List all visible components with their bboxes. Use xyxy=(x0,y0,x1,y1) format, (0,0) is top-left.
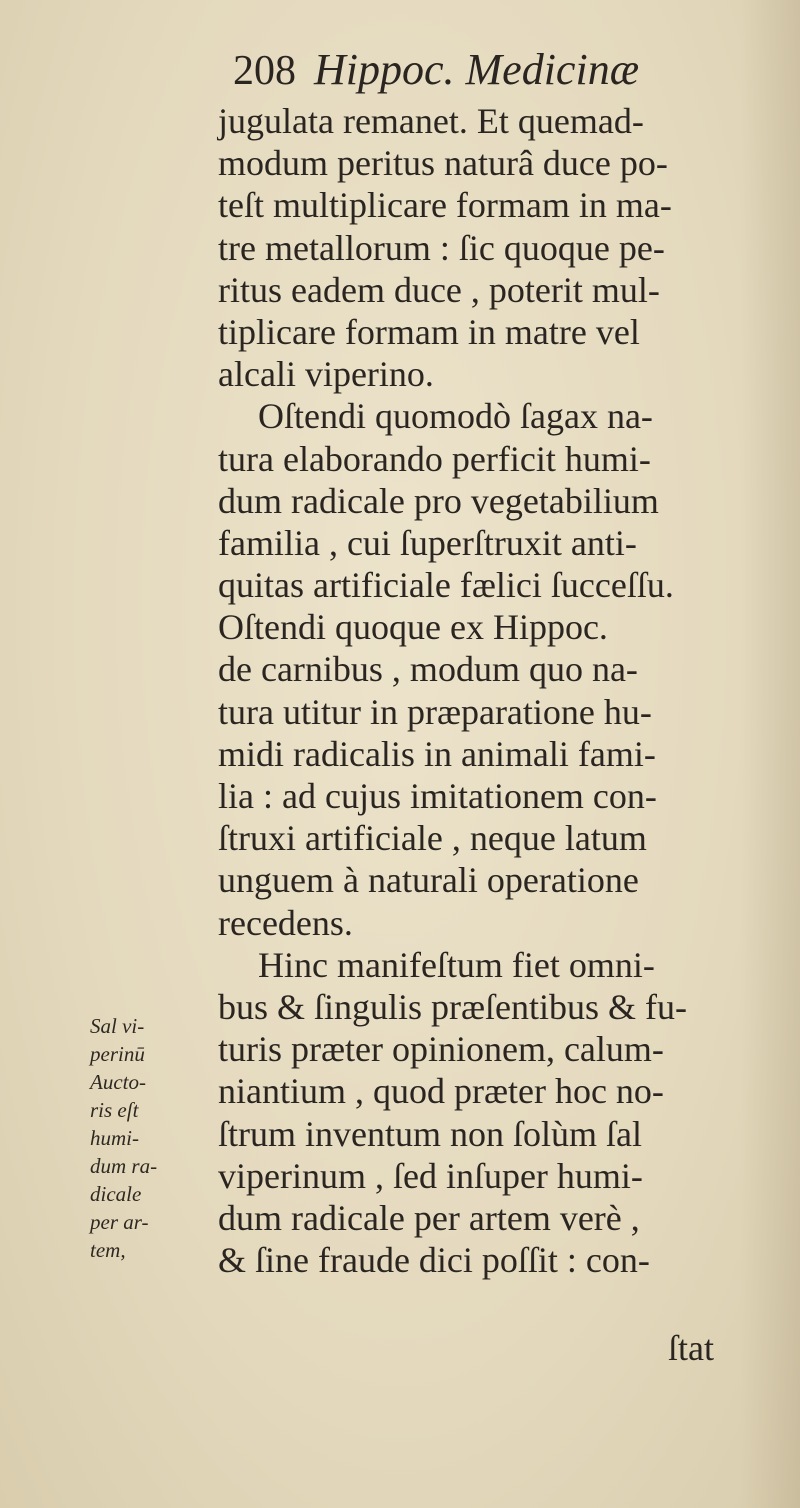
text-line: tiplicare formam in matre vel xyxy=(218,311,640,352)
margin-note-line: ris eſt xyxy=(90,1098,139,1122)
text-line: Oſtendi quoque ex Hippoc. xyxy=(218,607,608,648)
text-line: lia : ad cujus imitationem con- xyxy=(218,776,657,816)
text-line: familia , cui ſuperſtruxit anti- xyxy=(218,522,637,563)
text-line: Oſtendi quomodò ſagax na- xyxy=(258,396,653,437)
text-line: viperinum , ſed inſuper humi- xyxy=(218,1155,643,1196)
catchword: ſtat xyxy=(668,1328,714,1368)
text-line: & ſine fraude dici poſſit : con- xyxy=(218,1240,650,1281)
text-line: turis præter opinionem, calum- xyxy=(218,1029,664,1070)
margin-note-line: perinū xyxy=(90,1042,145,1066)
text-line: Hinc manifeſtum fiet omni- xyxy=(258,944,655,985)
main-text-block xyxy=(218,100,748,1281)
margin-note-line: Sal vi- xyxy=(90,1014,145,1038)
margin-note-line: per ar- xyxy=(90,1210,149,1234)
text-line: recedens. xyxy=(218,902,353,943)
text-line: modum peritus naturâ duce po- xyxy=(218,143,668,184)
text-line: ſtrum inventum non ſolùm ſal xyxy=(218,1113,642,1154)
text-line: alcali viperino. xyxy=(218,354,434,395)
text-line: unguem à naturali operatione xyxy=(218,860,639,901)
text-line: tura utitur in præparatione hu- xyxy=(218,691,652,732)
margin-note-line: humi- xyxy=(90,1126,139,1150)
margin-note xyxy=(90,1012,210,1264)
text-line: de carnibus , modum quo na- xyxy=(218,649,638,690)
page-header xyxy=(233,40,639,100)
running-title: Hippoc. Medicinæ xyxy=(314,45,640,94)
text-line: quitas artificiale fælici ſucceſſu. xyxy=(218,565,674,606)
margin-note-line: tem, xyxy=(90,1238,126,1262)
text-line: niantium , quod præter hoc no- xyxy=(218,1071,664,1112)
text-line: ritus eadem duce , poterit mul- xyxy=(218,269,660,310)
text-line: dum radicale per artem verè , xyxy=(218,1197,640,1238)
page-number: 208 xyxy=(233,48,296,94)
text-line: dum radicale pro vegetabilium xyxy=(218,480,659,521)
text-line: bus & ſingulis præſentibus & fu- xyxy=(218,986,688,1027)
page-edge-shadow xyxy=(740,0,800,1508)
text-line: ſtruxi artificiale , neque latum xyxy=(218,818,647,859)
margin-note-line: dicale xyxy=(90,1182,142,1206)
text-line: tura elaborando perficit humi- xyxy=(218,438,651,479)
text-line: midi radicalis in animali fami- xyxy=(218,733,656,774)
margin-note-line: dum ra- xyxy=(90,1154,158,1178)
margin-note-line: Aucto- xyxy=(90,1070,146,1094)
text-line: tre metallorum : ſic quoque pe- xyxy=(218,227,665,268)
text-line: jugulata remanet. Et quemad- xyxy=(218,101,644,141)
text-line: teſt multiplicare formam in ma- xyxy=(218,185,672,226)
